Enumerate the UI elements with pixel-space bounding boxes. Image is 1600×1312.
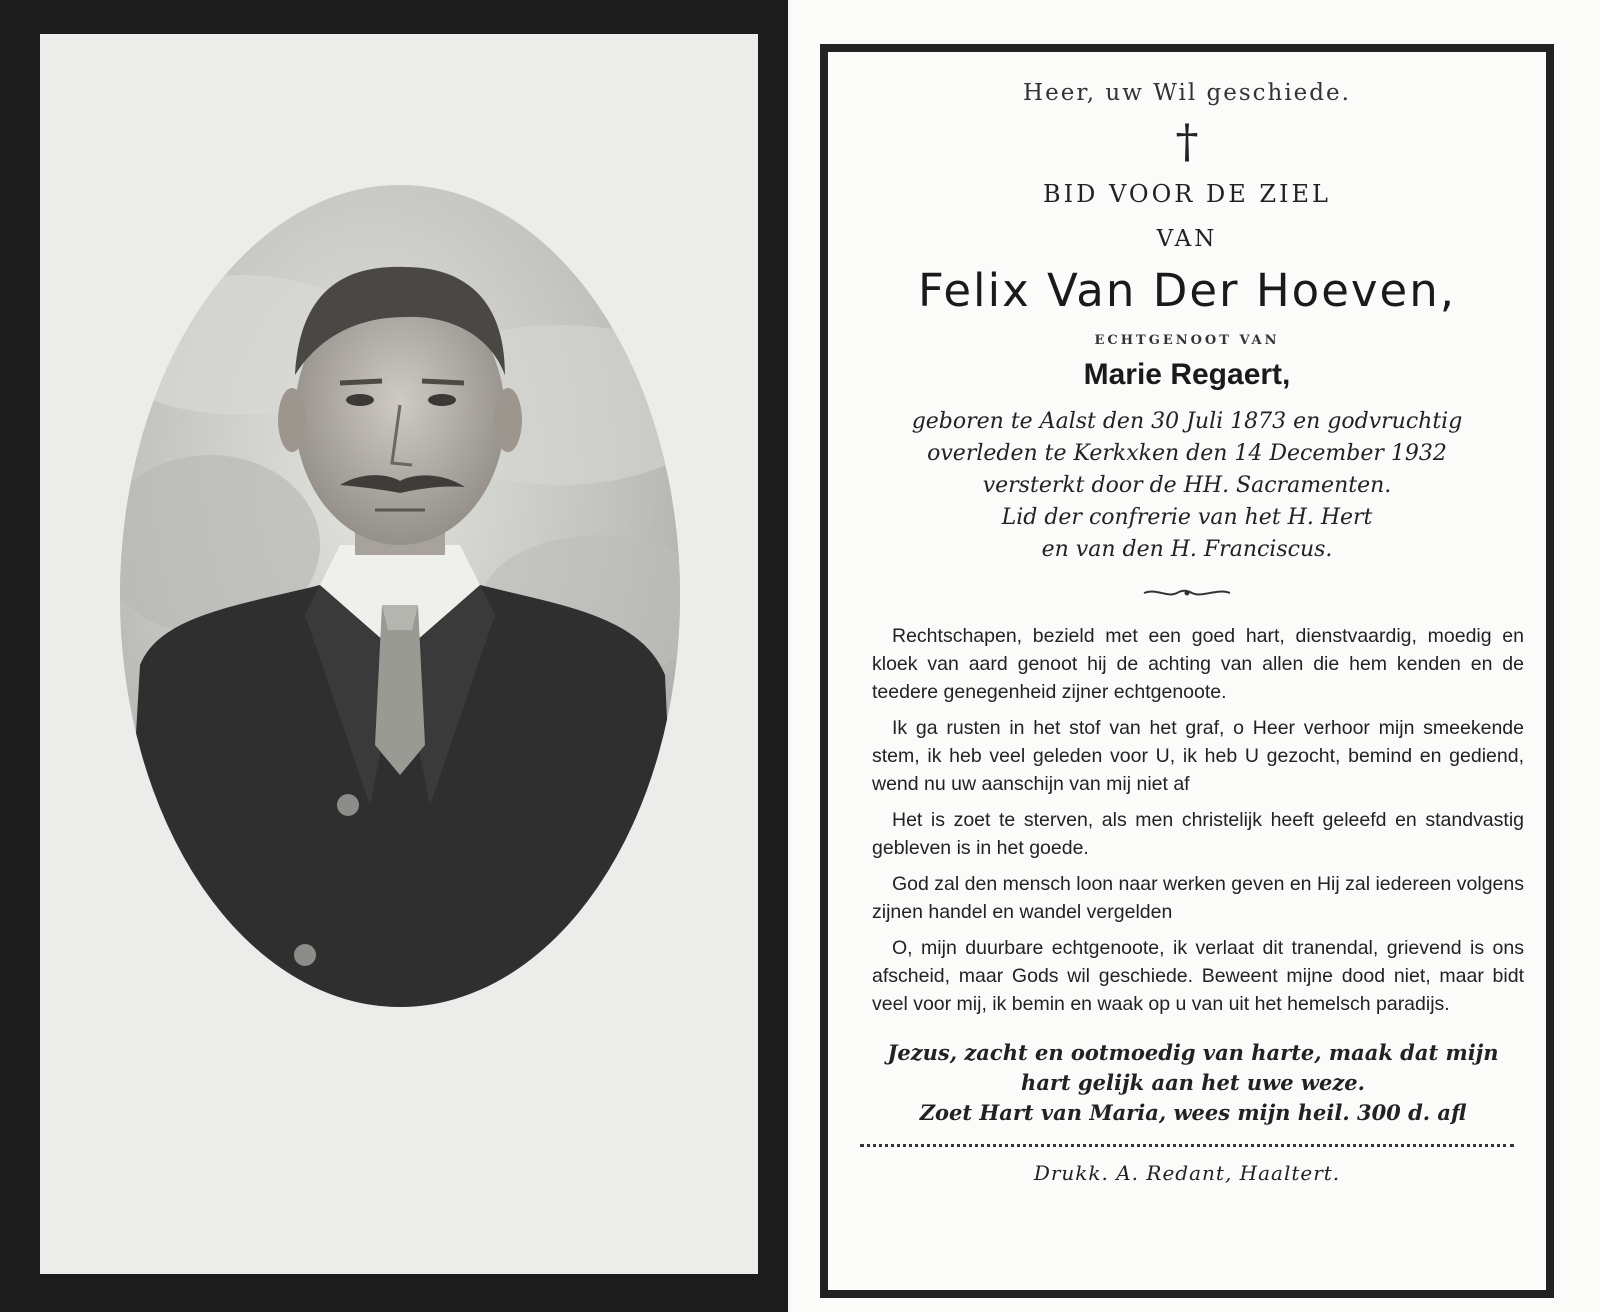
dotted-divider <box>860 1144 1514 1147</box>
verse-paragraph: Ik ga rusten in het stof van het graf, o Heer verhoor mijn smeekende stem, ik heb veel geleden voor U, ik heb U gezocht, bemind en gediend, wend nu uw aanschijn van mij niet af <box>872 717 1524 795</box>
van-label: VAN <box>1156 226 1218 252</box>
verse-paragraph: Rechtschapen, bezield met een goed hart, dienstvaardig, moedig en kloek van aard genoot hij de achting van allen die hem kenden en de teedere genegenheid zijner echtgenoote. <box>872 625 1524 703</box>
closing-prayer <box>842 1038 1532 1128</box>
closing-prayer-line: Zoet Hart van Maria, wees mijn heil. 300 d. afl <box>919 1100 1467 1125</box>
bio-line: geboren te Aalst den 30 Juli 1873 en godvruchtig <box>911 409 1463 434</box>
memorial-text-card <box>790 0 1600 1312</box>
spouse-name: Marie Regaert, <box>1083 358 1291 391</box>
verse-paragraph: Het is zoet te sterven, als men christelijk heeft geleefd en standvastig gebleven is in het goede. <box>872 809 1524 859</box>
flourish-ornament-icon <box>842 586 1532 600</box>
oval-portrait-photo <box>120 185 680 1007</box>
bio-line: versterkt door de HH. Sacramenten. <box>982 473 1392 498</box>
portrait-mount <box>40 34 758 1274</box>
bio-line: overleden te Kerkxken den 14 December 1932 <box>927 441 1447 466</box>
biography <box>842 406 1532 566</box>
memorial-text <box>842 52 1532 1185</box>
cross-icon: † <box>1175 114 1199 168</box>
black-border-frame <box>820 44 1554 1298</box>
bio-line: Lid der confrerie van het H. Hert <box>1001 505 1373 530</box>
verse-paragraph: O, mijn duurbare echtgenoote, ik verlaat dit tranendal, grievend is ons afscheid, maar Gods wil geschiede. Beweent mijne dood niet, maar bidt veel voor mij, ik bemin en waak op u van uit het hemelsch paradijs. <box>872 937 1524 1015</box>
portrait-illustration <box>120 185 680 1007</box>
deceased-name: Felix Van Der Hoeven, <box>917 264 1457 317</box>
portrait-card <box>0 0 788 1312</box>
prayer-heading: BID VOOR DE ZIEL <box>1043 180 1331 208</box>
closing-prayer-line: Jezus, zacht en ootmoedig van harte, maak dat mijn hart gelijk aan het uwe weze. <box>887 1040 1499 1095</box>
verse-paragraph: God zal den mensch loon naar werken geven en Hij zal iedereen volgens zijnen handel en wandel vergelden <box>872 873 1524 923</box>
motto: Heer, uw Wil geschiede. <box>1023 80 1351 106</box>
bio-line: en van den H. Franciscus. <box>1041 537 1333 562</box>
spouse-label: ECHTGENOOT VAN <box>1094 333 1280 348</box>
verses <box>842 622 1532 1018</box>
printer-credit: Drukk. A. Redant, Haaltert. <box>1033 1161 1341 1185</box>
